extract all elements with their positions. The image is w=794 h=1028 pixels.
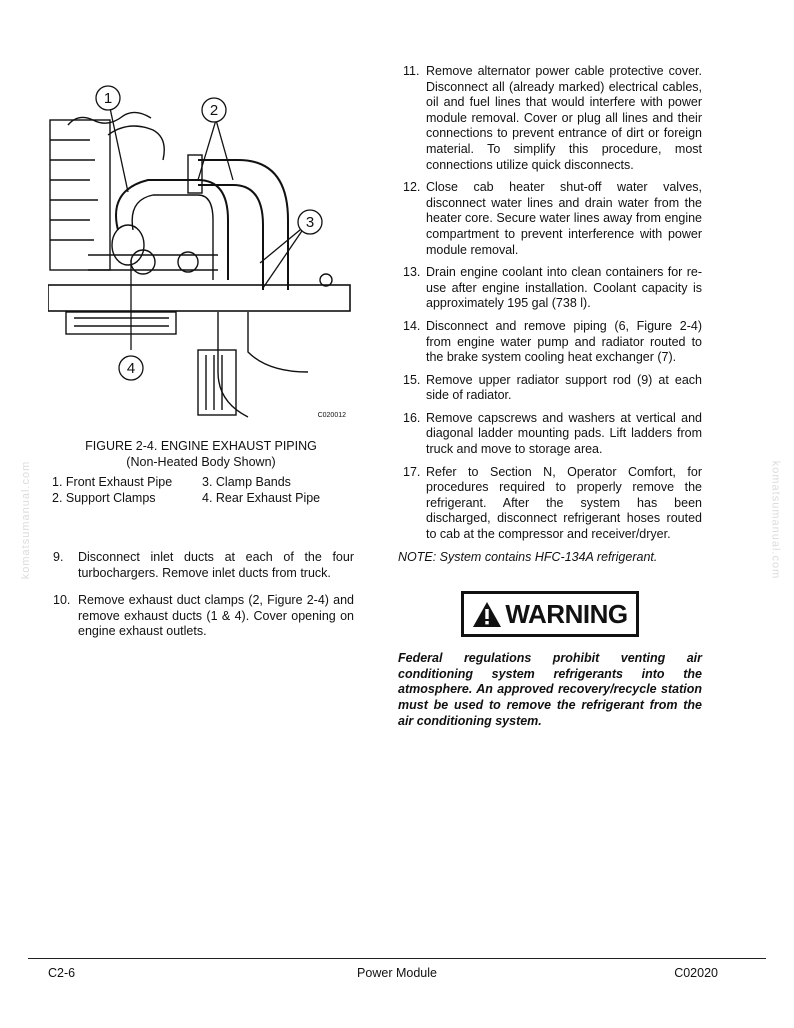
pipe-end: [112, 225, 144, 265]
footer-section-title: Power Module: [357, 966, 437, 980]
engine-block: [50, 120, 110, 270]
engine-exhaust-figure: [48, 80, 354, 425]
refrigerant-note: NOTE: System contains HFC-134A refrigerant.: [398, 549, 658, 564]
step-10: [48, 593, 354, 640]
step-text: Remove alternator power cable protective cover. Disconnect all (already marked) electrical cables, oil and fuel lines that would interfere with power module removal. Cover or plug all lines and their connections to prevent entrance of dirt or foreign material. To simplify this procedure, most connections utilize quick disconnects.: [426, 64, 702, 172]
warning-triangle-icon: [472, 601, 502, 628]
step-text: Drain engine coolant into clean containers for re-use after engine installation. Coolant capacity is approximately 195 gal (738 l).: [426, 265, 702, 311]
callout-2-label: 2: [209, 102, 219, 119]
step-number: 12.: [403, 180, 421, 195]
callout-3-label: 3: [305, 214, 315, 231]
footer-divider: [28, 958, 766, 959]
step-text: Refer to Section N, Operator Comfort, for procedures required to properly remove the refrigerant. After the system has been discharged, disconnect refrigerant hoses routed to cab at the compressor and receiver/dryer.: [426, 464, 702, 542]
watermark-right: komatsumanual.com: [768, 460, 781, 580]
step-text: Disconnect and remove piping (6, Figure 2-4) from engine water pump and radiator routed to the brake system cooling heat exchanger (7).: [426, 318, 702, 365]
step-number: 16.: [403, 410, 421, 425]
figure-caption-title: FIGURE 2-4. ENGINE EXHAUST PIPING: [85, 439, 317, 453]
step-17: [398, 465, 702, 543]
left-column: [48, 80, 354, 640]
callout-1-label: 1: [103, 90, 113, 107]
step-number: 13.: [403, 265, 421, 280]
step-12: [398, 180, 702, 258]
warning-label: WARNING: [505, 598, 628, 629]
step-number: 15.: [403, 372, 421, 387]
figure-caption-subtitle: (Non-Heated Body Shown): [126, 455, 276, 469]
step-number: 11.: [403, 64, 420, 78]
callout-4-label: 4: [126, 360, 136, 377]
frame-rail: [48, 285, 350, 311]
warning-text: Federal regulations prohibit venting air conditioning system refrigerants into the atmosphere. An approved recovery/recycle station must be used to remove the refrigerant from the air conditioning system.: [398, 651, 702, 728]
step-9: [48, 550, 354, 581]
step-16: [398, 411, 702, 458]
footer-doc-code: C02020: [674, 966, 718, 980]
step-number: 17.: [403, 464, 421, 479]
watermark-left: komatsumanual.com: [20, 460, 32, 580]
right-column: [398, 64, 702, 729]
figure-legend: [52, 474, 354, 506]
step-text: Remove exhaust duct clamps (2, Figure 2-4) and remove exhaust ducts (1 & 4). Cover opening on engine exhaust outlets.: [78, 593, 354, 639]
step-number: 9.: [53, 550, 64, 564]
step-15: [398, 373, 702, 404]
legend-item: 1. Front Exhaust Pipe: [52, 475, 173, 489]
step-14: [398, 319, 702, 366]
step-11: [398, 64, 702, 173]
legend-item: 2. Support Clamps: [52, 491, 156, 505]
figure-code: C020012: [317, 412, 346, 419]
step-number: 14.: [403, 318, 421, 333]
footer-page-number: C2-6: [48, 966, 76, 980]
step-13: [398, 265, 702, 312]
step-text: Disconnect inlet ducts at each of the four turbochargers. Remove inlet ducts from truck.: [78, 550, 354, 580]
step-text: Remove capscrews and washers at vertical and diagonal ladder mounting pads. Lift ladders from truck and move to storage area.: [426, 410, 702, 457]
warning-banner: [461, 591, 639, 637]
step-number: 10.: [53, 593, 71, 608]
legend-item: 4. Rear Exhaust Pipe: [202, 491, 321, 505]
figure-caption: [48, 438, 354, 470]
step-text: Close cab heater shut-off water valves, disconnect water lines and drain water from the heater core. Secure water lines away from engine compartment to prevent interference with power module removal.: [426, 180, 702, 257]
engine-exhaust-drawing: [48, 80, 354, 425]
step-text: Remove upper radiator support rod (9) at each side of radiator.: [426, 372, 702, 403]
legend-item: 3. Clamp Bands: [202, 475, 291, 489]
